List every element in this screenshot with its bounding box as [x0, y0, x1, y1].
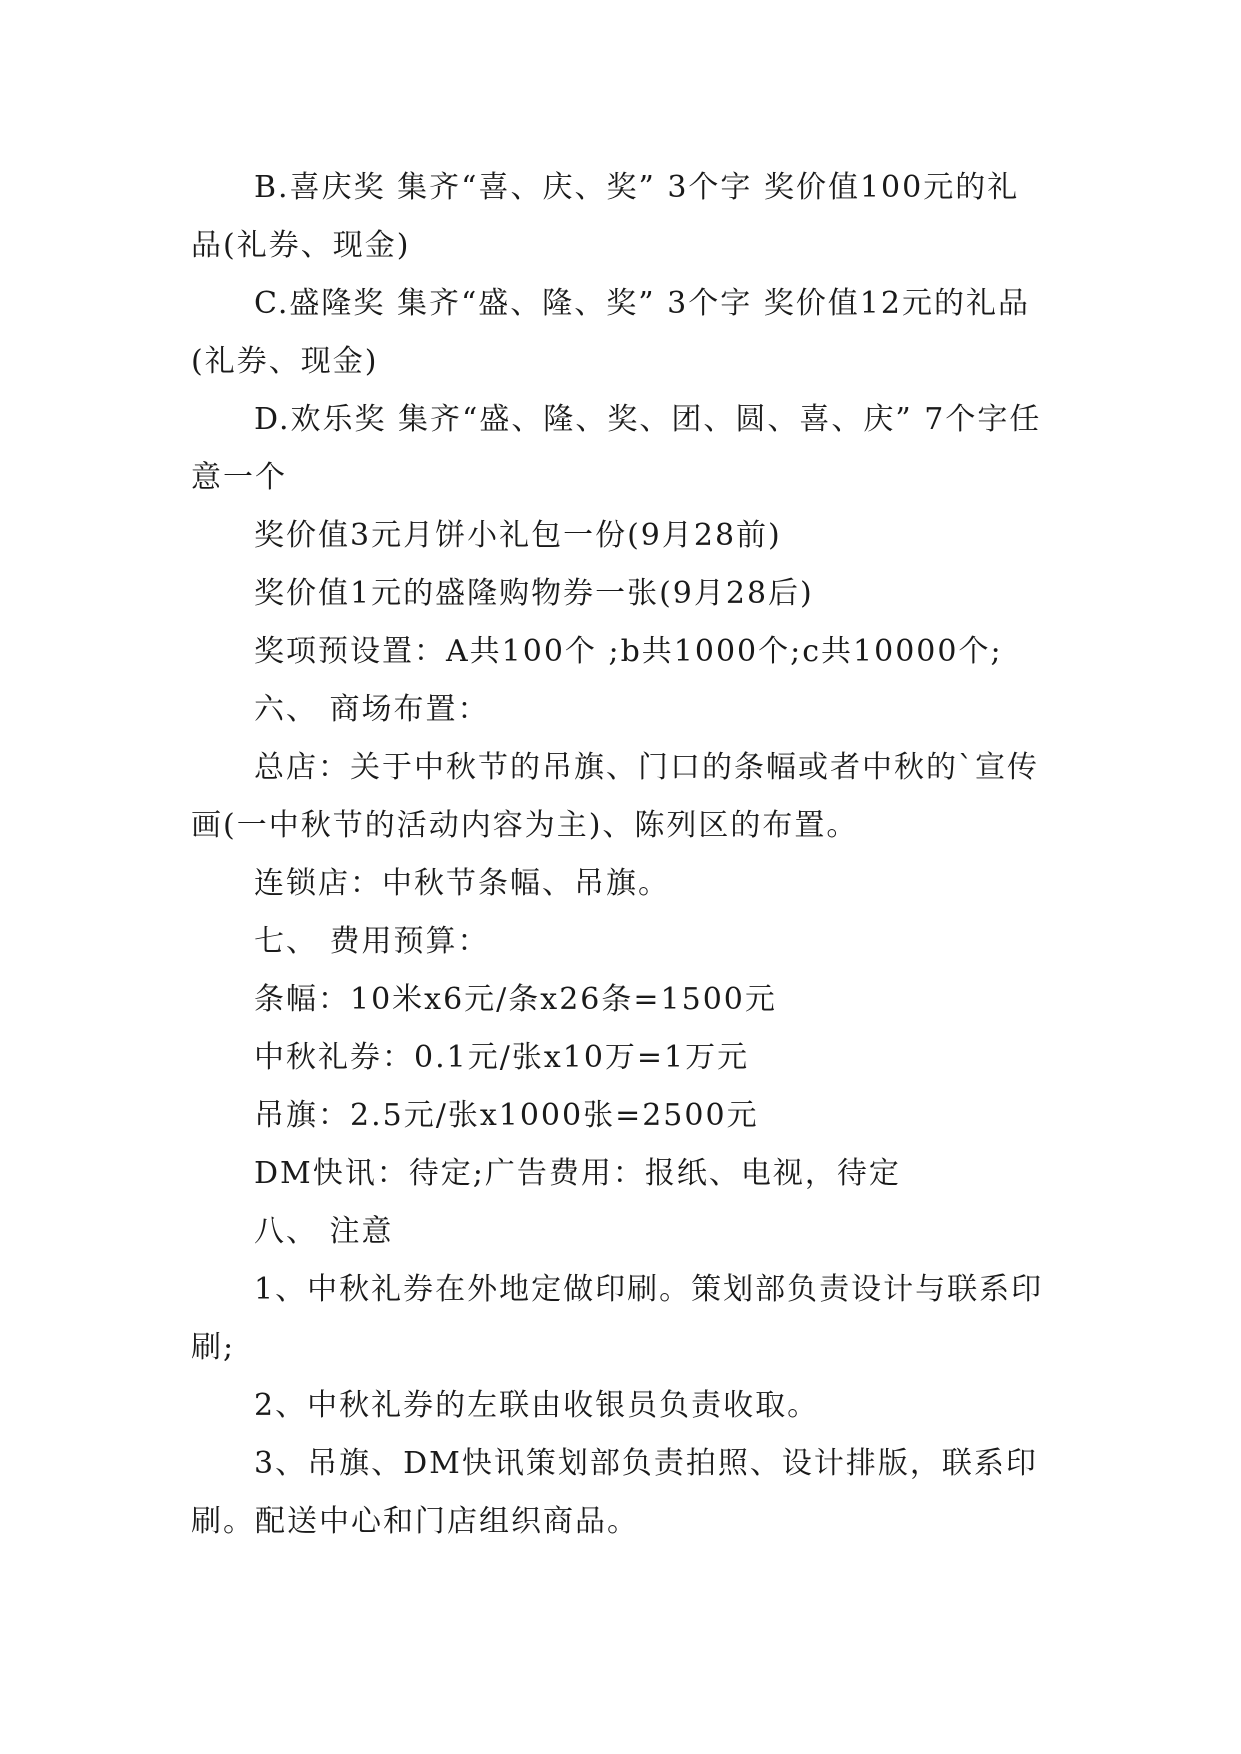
document-body	[191, 159, 1051, 1551]
paragraph-prize-quota: 奖项预设置：A共100个 ;b共1000个;c共10000个;	[254, 634, 1003, 669]
paragraph-prize-b: B.喜庆奖 集齐“喜、庆、奖” 3个字 奖价值100元的礼品(礼券、现金)	[191, 170, 1020, 263]
section-heading-budget: 七、 费用预算：	[254, 924, 490, 959]
paragraph-chain-store: 连锁店：中秋节条幅、吊旗。	[254, 866, 670, 901]
paragraph-prize-d-after: 奖价值1元的盛隆购物券一张(9月28后)	[254, 576, 814, 611]
paragraph-prize-d: D.欢乐奖 集齐“盛、隆、奖、团、圆、喜、庆” 7个字任意一个	[191, 402, 1042, 495]
paragraph-budget-flag: 吊旗：2.5元/张x1000张=2500元	[254, 1098, 759, 1133]
paragraph-budget-voucher: 中秋礼券：0.1元/张x10万=1万元	[254, 1040, 750, 1075]
paragraph-note-1: 1、中秋礼券在外地定做印刷。策划部负责设计与联系印刷;	[191, 1272, 1044, 1365]
paragraph-note-2: 2、中秋礼券的左联由收银员负责收取。	[254, 1388, 820, 1423]
paragraph-prize-c: C.盛隆奖 集齐“盛、隆、奖” 3个字 奖价值12元的礼品(礼券、现金)	[191, 286, 1030, 379]
section-heading-store-layout: 六、 商场布置：	[254, 692, 490, 727]
paragraph-budget-banner: 条幅：10米x6元/条x26条=1500元	[254, 982, 777, 1017]
paragraph-budget-dm: DM快讯：待定;广告费用：报纸、电视，待定	[254, 1156, 901, 1191]
section-heading-notes: 八、 注意	[254, 1214, 394, 1249]
paragraph-main-store: 总店：关于中秋节的吊旗、门口的条幅或者中秋的`宣传画(一中秋节的活动内容为主)、陈列区的布置。	[191, 750, 1039, 843]
paragraph-note-3: 3、吊旗、DM快讯策划部负责拍照、设计排版，联系印刷。配送中心和门店组织商品。	[191, 1446, 1038, 1539]
paragraph-prize-d-before: 奖价值3元月饼小礼包一份(9月28前)	[254, 518, 782, 553]
